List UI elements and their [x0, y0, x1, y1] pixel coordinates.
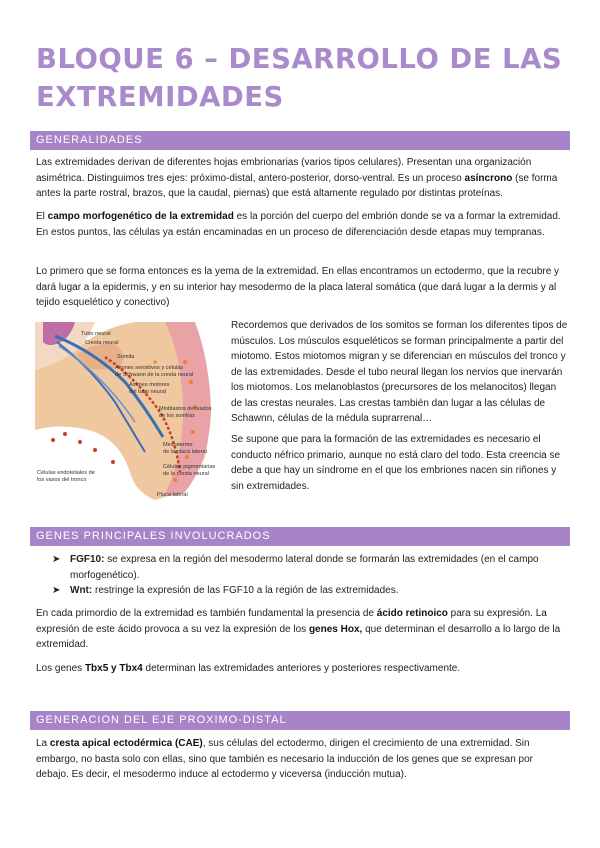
label-placa-lateral: Placa lateral: [157, 492, 188, 498]
label-axones-motores-2: del tubo neural: [129, 389, 167, 395]
label-somita: Somita: [117, 354, 135, 360]
label-mesodermo-2: de la placa lateral: [163, 449, 207, 455]
arrow-bullet-icon: ➤: [52, 585, 61, 596]
label-pigmentarias-1: Células pigmentarias: [163, 464, 216, 470]
arrow-bullet-icon: ➤: [52, 554, 61, 565]
label-cresta-neural: Cresta neural: [85, 340, 119, 346]
paragraph-cae: La cresta apical ectodérmica (CAE), sus células del ectodermo, dirigen el crecimiento de una extremidad. Sin embargo, no basta solo con ellas, sino que también es necesario la inducción de los genes que se expresan por debajo. Es decir, el mesodermo induce al ectodermo y viceversa (inducción mutua).: [36, 738, 533, 780]
label-axones-sensitivos-1: Axones sensitivos y células: [115, 365, 184, 371]
section-header-genes: GENES PRINCIPALES INVOLUCRADOS: [30, 527, 570, 546]
label-mioblastos-1: Mioblastos derivados: [159, 406, 212, 412]
label-mioblastos-2: de los somitas: [159, 413, 195, 419]
label-mesodermo-1: Mesodermo: [163, 442, 193, 448]
paragraph-yema: Lo primero que se forma entonces es la yema de la extremidad. En ellas encontramos un ectodermo, que la recubre y dará lugar a la epidermis, y en su interior hay mesodermo de la placa lateral somática (que dará lugar a la dermis y al tejido esquelético y conectivo): [36, 266, 560, 308]
label-axones-sensitivos-2: de Schwann de la cresta neural: [115, 372, 194, 378]
section-header-eje-proximo-distal: GENERACION DEL EJE PROXIMO-DISTAL: [30, 711, 570, 730]
list-item: ➤ FGF10: se expresa en la región del mesodermo lateral donde se formarán las extremidades (en el campo morfogenético).: [52, 554, 539, 581]
label-endoteliales-2: los vasos del tronco: [37, 477, 87, 483]
list-item: ➤ Wnt: restringe la expresión de las FGF10 a la región de las extremidades.: [50, 583, 560, 599]
paragraph-intro: Las extremidades derivan de diferentes hojas embrionarias (varios tipos celulares). Presentan una organización asimétrica. Distinguimos tres ejes: próximo-distal, antero-posterior, dorso-ventral. Es un proceso asíncrono (se forma antes la parte rostral, brazos, que la caudal, piernas) que está altamente regulado por distintas proteínas.: [36, 157, 558, 199]
label-endoteliales-1: Células endoteliales de: [37, 470, 95, 476]
paragraph-tbx: Los genes Tbx5 y Tbx4 determinan las extremidades anteriores y posteriores respectivamente.: [36, 663, 461, 674]
label-pigmentarias-2: de la cresta neural: [163, 471, 210, 477]
paragraph-acido-retinoico: En cada primordio de la extremidad es también fundamental la presencia de ácido retinoico para su expresión. La expresión de este ácido provoca a su vez la expresión de los genes Hox, que determinan el desarrollo a lo largo de la extremidad.: [36, 608, 561, 650]
genes-list: [50, 552, 560, 599]
paragraph-conducto-nefrico: Se supone que para la formación de las extremidades es necesario el conducto néfrico primario, aunque no está claro del todo. Esta creencia se debe a que hay un síndrome en el que los embriones nacen sin riñones y sin extremidades.: [231, 434, 561, 492]
paragraph-somitos: Recordemos que derivados de los somitos se forman los diferentes tipos de músculos. Los músculos esqueléticos se forman principalmente a partir del miotomo. Estos miotomos migran y se diferencian en músculos del tronco y de las extremidades. Desde el tubo neural llegan los nervios que inervarán los miotomos. Los melanoblastos (precursores de los melanocitos) llegan de las crestas neurales. Las crestas también dan lugar a las células de Schawnn, células de la médula suprarrenal…: [231, 320, 568, 424]
section-header-generalidades: GENERALIDADES: [30, 131, 570, 150]
paragraph-campo-morfogenetico: El campo morfogenético de la extremidad es la porción del cuerpo del embrión donde se va a formar la extremidad. En estos puntos, las células ya están encaminadas en un proceso de diferenciación desde etapas muy tempranas.: [36, 211, 561, 238]
limb-bud-figure: [35, 322, 217, 502]
label-tubo-neural: Tubo neural: [81, 331, 111, 337]
label-axones-motores-1: Axones motores: [129, 382, 170, 388]
page-title: BLOQUE 6 – DESARROLLO DE LAS EXTREMIDADES: [36, 43, 563, 113]
